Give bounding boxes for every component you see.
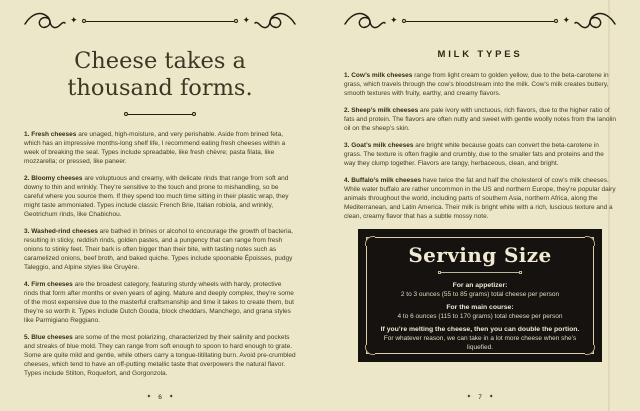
serving-box-title: Serving Size bbox=[408, 243, 552, 267]
page-number bbox=[0, 394, 320, 401]
title-line: Cheese takes a bbox=[74, 48, 246, 74]
serving-item-label: For an appetizer: bbox=[452, 282, 508, 289]
diamond-icon: ✦ bbox=[146, 393, 152, 400]
section-heading: MILK TYPES bbox=[437, 49, 523, 60]
rule-dot-icon bbox=[192, 112, 196, 116]
ornament-rule bbox=[82, 19, 239, 23]
paragraph bbox=[344, 141, 616, 168]
paragraph bbox=[344, 71, 616, 98]
page-number bbox=[320, 394, 640, 401]
star-icon: ✦ bbox=[562, 15, 570, 26]
serving-box-divider bbox=[438, 271, 522, 274]
rule-dot-icon bbox=[554, 19, 558, 23]
paragraph-text: have twice the fat and half the cholesterol of cow’s milk cheeses. While water buffalo are rather uncommon in the US and northern Europe, they’re popular dairy animals throughout the world, including parts of southern Asia, northern Africa, along the Mediterranean, and Latin America. Their milk is bright white with a rich, luscious texture and a clean, creamy flavor that has a subtle mossy note. bbox=[344, 177, 616, 220]
paragraph-text: are some of the most polarizing, characterized by their salinity and pockets and streaks of blue mold. They can range from soft enough to spoon to hard enough to grate. Some are quite mild and gentle, while others carry a tongue-titillating burn. Avoid pre-crumbled cheeses, which tend to have an off-putting metallic taste that overpowers the natural flavor. Types include Stilton, Roquefort, and Gorgonzola. bbox=[24, 334, 296, 377]
header-ornament bbox=[344, 9, 616, 33]
title-line: thousand forms. bbox=[67, 75, 253, 101]
paragraph-text: are bathed in brines or alcohol to encourage the growth of bacteria, resulting in sticky, reddish rinds, golden pastes, and a pungency that can range from fresh onions to stinky feet. Their bark is often bigger than their bite, with tasting notes such as caramelized onions, beef broth, and baked quiche. Types include spoonable Époisses, pudgy Taleggio, and Alpine styles like Gruyère. bbox=[24, 228, 293, 271]
serving-item-text: 2 to 3 ounces (55 to 85 grams) total cheese per person bbox=[400, 291, 560, 298]
paragraph bbox=[344, 106, 616, 133]
flourish-icon bbox=[344, 9, 386, 33]
paragraph-lead: 2. Bloomy cheeses bbox=[24, 175, 83, 182]
paragraph bbox=[344, 176, 616, 221]
paragraph-text: are the broadest category, featuring sturdy wheels with hardy, protective rinds that form after months or even years of aging. Mature and deeply complex, they’re some of the most expensive due to the masterful craftsmanship and time it takes to create them, but they’re so worth it. Types include Dutch Gouda, block cheddars, Manchego, and grana styles like Parmigiano Reggiano. bbox=[24, 281, 294, 324]
serving-item-label: If you’re melting the cheese, then you can double the portion. bbox=[380, 326, 580, 333]
diamond-icon: ✦ bbox=[168, 393, 174, 400]
flourish-icon bbox=[254, 9, 296, 33]
paragraph-lead: 4. Firm cheeses bbox=[24, 281, 73, 288]
rule-line bbox=[406, 21, 555, 22]
paragraph-lead: 4. Buffalo’s milk cheeses bbox=[344, 177, 422, 184]
rule-line bbox=[128, 114, 192, 115]
star-icon: ✦ bbox=[70, 15, 78, 26]
serving-size-box bbox=[358, 229, 602, 362]
serving-item-text: 4 to 6 ounces (115 to 170 grams) total cheese per person bbox=[397, 313, 563, 320]
flourish-icon bbox=[24, 9, 66, 33]
paragraph bbox=[24, 280, 296, 325]
flourish-icon bbox=[574, 9, 616, 33]
serving-item bbox=[358, 325, 602, 352]
page-title bbox=[24, 48, 296, 102]
paragraph-text: are voluptuous and creamy, with delicate rinds that range from soft and downy to thin and wrinkly. They’re sensitive to the touch and prone to mishandling, so be careful where you source them. If they spend too much time sitting in their plastic wrap, they might taste ammoniated. Types include classic French Brie, Italian robiola, and wrinkly, Geotrichum rinds, like Chabichou. bbox=[24, 175, 289, 218]
star-icon: ✦ bbox=[242, 15, 250, 26]
serving-item-text: For whatever reason, we can take in a lot more cheese when she’s liquefied. bbox=[383, 335, 577, 351]
paragraph bbox=[24, 130, 296, 166]
header-ornament bbox=[24, 9, 296, 33]
paragraph bbox=[24, 333, 296, 378]
paragraph bbox=[24, 227, 296, 272]
rule-line bbox=[86, 21, 235, 22]
paragraph-text: are bright white because goats can convert the beta-carotene in grass. The texture is often fragile and crumbly, due to the smaller fats and proteins and the way they clump together. Flavors are tangy, herbaceous, clean, and bright. bbox=[344, 142, 604, 167]
paragraph-text: are unaged, high-moisture, and very perishable. Aside from brined feta, which has an impressive months-long shelf life, I recommend eating fresh cheeses within a week of breaking the seal. Types include spreadable, like fresh chèvre; pasta filata, like mozzarella; or pressed, like paneer. bbox=[24, 131, 286, 165]
ornament-rule bbox=[402, 19, 559, 23]
paragraph-lead: 3. Goat’s milk cheeses bbox=[344, 142, 414, 149]
paragraph bbox=[24, 174, 296, 219]
milk-types-list bbox=[344, 71, 616, 221]
serving-item-label: For the main course: bbox=[446, 304, 514, 311]
paragraph-lead: 1. Fresh cheeses bbox=[24, 131, 77, 138]
rule-square-icon bbox=[519, 271, 522, 274]
paragraph-text: range from light cream to golden yellow, due to the beta-carotene in grass, which travels through the cow’s bloodstream into the milk. Cow’s milk creates buttery, smooth textures with fruity, earthy, and creamy flavors. bbox=[344, 72, 609, 97]
diamond-icon: ✦ bbox=[466, 393, 472, 400]
rule-line bbox=[441, 272, 519, 273]
paragraph-lead: 5. Blue cheeses bbox=[24, 334, 73, 341]
page-number-value: 7 bbox=[478, 394, 482, 401]
page-right bbox=[320, 0, 640, 411]
diamond-icon: ✦ bbox=[488, 393, 494, 400]
title-divider bbox=[124, 112, 196, 116]
rule-dot-icon bbox=[234, 19, 238, 23]
paragraph-lead: 3. Washed-rind cheeses bbox=[24, 228, 98, 235]
paragraph-text: are pale ivory with unctuous, rich flavors, due to the higher ratio of fats and protein. The flavors are often nutty and sweet with gentle woolly notes from the lanolin oil on the sheep’s skin. bbox=[344, 107, 616, 132]
cheese-forms-list bbox=[24, 130, 296, 378]
serving-item bbox=[358, 281, 602, 299]
star-icon: ✦ bbox=[390, 15, 398, 26]
serving-item bbox=[358, 303, 602, 321]
paragraph-lead: 1. Cow’s milk cheeses bbox=[344, 72, 413, 79]
paragraph-lead: 2. Sheep’s milk cheeses bbox=[344, 107, 419, 114]
page-number-value: 6 bbox=[158, 394, 162, 401]
